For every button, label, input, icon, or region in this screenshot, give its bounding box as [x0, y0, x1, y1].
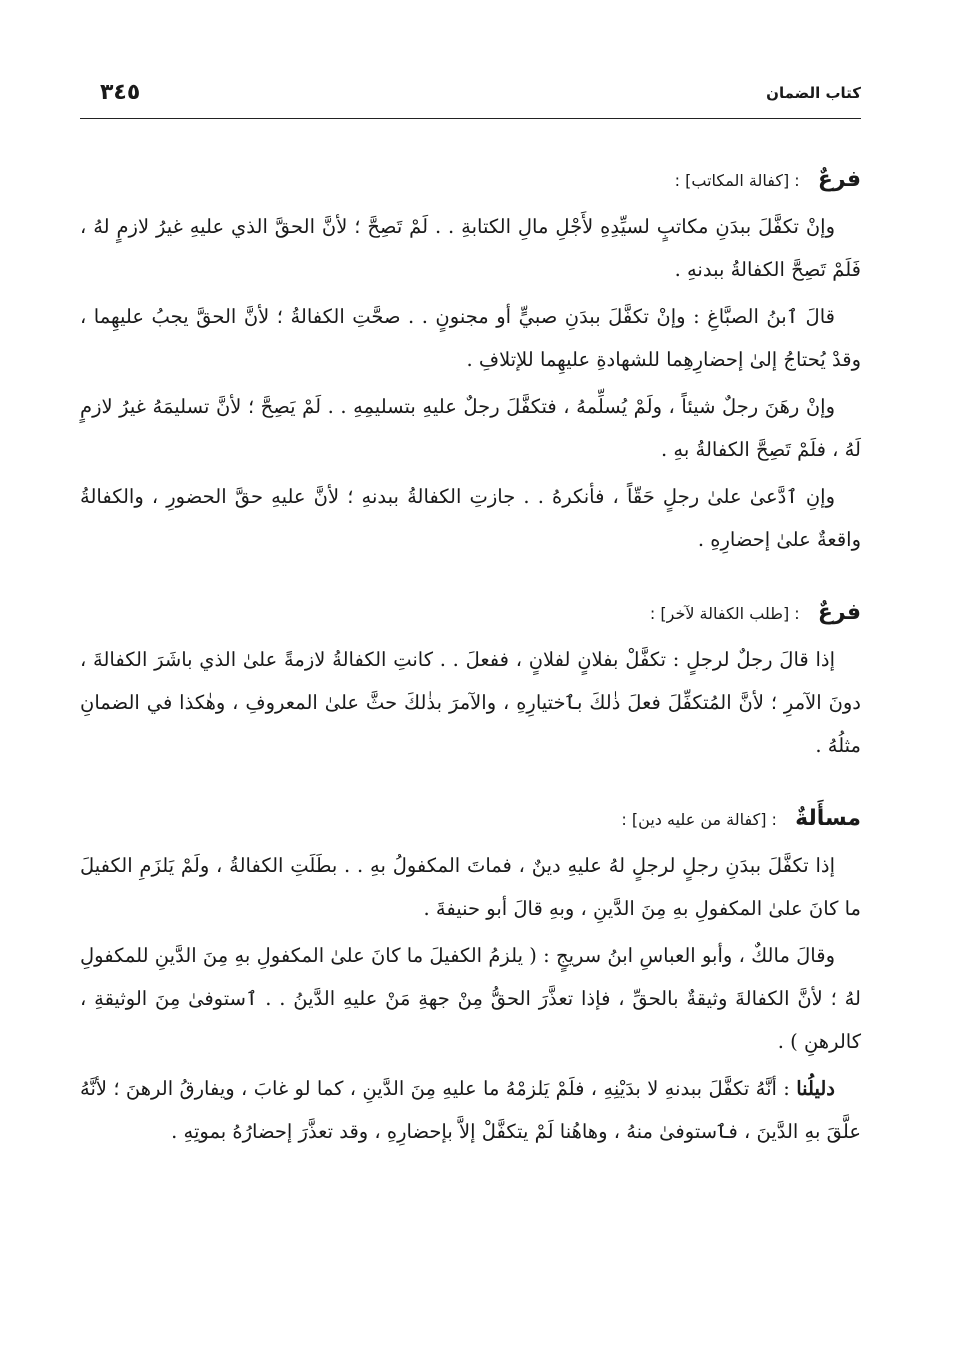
heading-keyword: فرعٌ: [817, 167, 861, 192]
paragraph: وقالَ مالكٌ ، وأبو العباسِ ابنُ سريجٍ : ( يلزمُ الكفيلَ ما كانَ علىٰ المكفولِ بهِ مِنَ الدَّينِ للمكفولِ لهُ ؛ لأنَّ الكفالةَ وثيقةٌ بالحقِّ ، فإذا تعذَّرَ الحقُّ مِنْ جهةِ مَنْ عليهِ الدَّينُ . . ٱستوفىٰ مِنَ الوثيقةِ ، كالرهنِ ) .: [80, 944, 861, 1053]
proof-lead: دليلُنا: [796, 1077, 835, 1100]
heading-keyword: فرعٌ: [817, 600, 861, 625]
paragraph: إذا قالَ رجلٌ لرجلٍ : تكفَّلْ بفلانٍ لفلانٍ ، ففعلَ . . كانتِ الكفالةُ لازمةً علىٰ الذي باشَرَ الكفالةَ ، دونَ الآمرِ ؛ لأنَّ المُتكفِّلَ فعلَ ذٰلكَ بٱختيارِهِ ، والآمرَ بذٰلكَ حثَّ علىٰ المعروفِ ، وهٰكذا في الضمانِ مثلُهُ .: [80, 648, 861, 757]
proof-paragraph: [80, 1067, 861, 1153]
page-body: [80, 160, 861, 1157]
paragraph: وإنِ ٱدَّعىٰ علىٰ رجلٍ حَقّاً ، فأنكرهُ . . جازتِ الكفالةُ ببدنهِ ؛ لأنَّ عليهِ حقَّ الحضورِ ، والكفالةُ واقعةٌ علىٰ إحضارِهِ .: [80, 485, 861, 551]
heading-subtitle: : [كفالة المكاتب] :: [674, 171, 800, 190]
section-heading: [80, 160, 861, 201]
running-title: كتاب الضمان: [766, 84, 861, 102]
paragraph: قالَ ٱبنُ الصبَّاغِ : وإنْ تكفَّلَ ببدَنِ صبيٍّ أو مجنونٍ . . صحَّتِ الكفالةُ ؛ لأنَّ الحقَّ يجبُ عليهِما ، وقدْ يُحتاجُ إلىٰ إحضارِهِما للشهادةِ عليهِما للإتلافِ .: [80, 305, 861, 371]
heading-subtitle: : [طلب الكفالة لآخر] :: [649, 604, 800, 623]
paragraph: وإنْ رهَنَ رجلٌ شيئاً ، ولَمْ يُسلِّمهُ ، فتكفَّلَ رجلٌ عليهِ بتسليمِهِ . . لَمْ يَصِحَّ ؛ لأنَّ تسليمَهُ غيرُ لازمٍ لَهُ ، فلَمْ تَصِحَّ الكفالةُ بهِ .: [80, 395, 861, 461]
section-heading: [80, 593, 861, 634]
heading-subtitle: : [كفالة من عليه دين] :: [621, 810, 777, 829]
paragraph: إذا تكفَّلَ ببدَنِ رجلٍ لرجلٍ لهُ عليهِ دينٌ ، فماتَ المكفولُ بهِ . . بطَلَتِ الكفالةُ ، ولَمْ يَلزَمِ الكفيلَ ما كانَ علىٰ المكفولِ بهِ مِنَ الدَّينِ ، وبهِ قالَ أبو حنيفةَ .: [80, 854, 861, 920]
page-header: [80, 70, 861, 120]
page-number: ٣٤٥: [100, 80, 141, 105]
proof-text: : أنَّهُ تكفَّلَ ببدنهِ لا بدَيْنِهِ ، فلَمْ يَلزمْهُ ما عليهِ مِنَ الدَّينِ ، كما لو غابَ ، ويفارقُ الرهنَ ؛ لأنَّهُ علَّقَ بهِ الدَّينَ ، فٱستوفىٰ منهُ ، وهاهُنا لَمْ يتكفَّلْ إلاَّ بإحضارِهِ ، وقد تعذَّرَ إحضارُهُ بموتِهِ .: [80, 1077, 861, 1143]
paragraph: وإنْ تكفَّلَ ببدَنِ مكاتبٍ لسيِّدِهِ لأَجْلِ مالِ الكتابةِ . . لَمْ تَصِحَّ ؛ لأنَّ الحقَّ الذي عليهِ غيرُ لازمٍ لهُ ، فَلَمْ تَصِحَّ الكفالةُ ببدنهِ .: [80, 215, 861, 281]
section-heading: [80, 799, 861, 840]
header-divider: [80, 118, 861, 119]
heading-keyword: مسأَلةٌ: [795, 806, 861, 831]
